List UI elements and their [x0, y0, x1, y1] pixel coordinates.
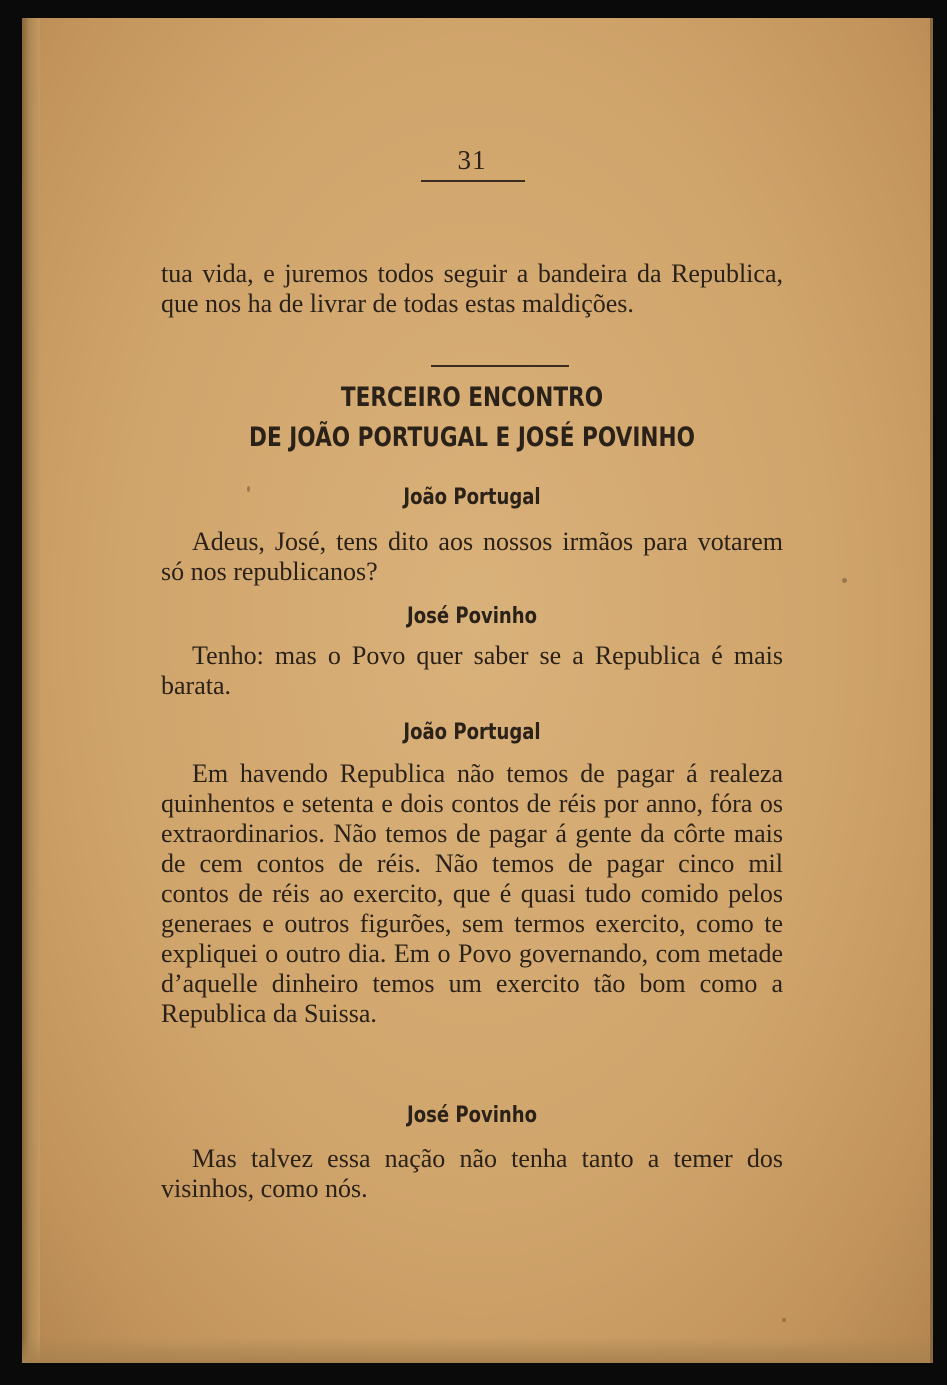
dialogue-paragraph: Tenho: mas o Povo quer saber se a Republica é mais barata. [161, 641, 783, 700]
section-heading-line-2: DE JOÃO PORTUGAL E JOSÉ POVINHO [249, 422, 695, 453]
page-gutter [22, 18, 40, 1363]
dialogue-paragraph: Adeus, José, tens dito aos nossos irmãos para votarem só nos republicanos? [161, 527, 783, 586]
dialogue-paragraph: Em havendo Republica não temos de pagar á realeza quinhentos e setenta e dois contos de réis por anno, fóra os extraordinarios. Não temos de pagar á gente da côrte mais de cem contos de réis. Não temos de pagar cinco mil contos de réis ao exercito, que é quasi tudo comido pelos generaes e outros figurões, sem termos exercito, como te expliquei o outro dia. Em o Povo governando, com metade d’aquelle dinheiro temos um exercito tão bom como a Republica da Suissa. [161, 759, 783, 1028]
intro-paragraph: tua vida, e juremos todos seguir a bandeira da Republica, que nos ha de livrar de todas estas maldições. [161, 259, 783, 318]
paper-speck [842, 578, 847, 583]
speaker-name: João Portugal [403, 720, 541, 745]
speaker-name: João Portugal [403, 485, 541, 510]
dialogue-paragraph: Mas talvez essa nação não tenha tanto a temer dos visinhos, como nós. [161, 1144, 783, 1203]
page-number: 31 [457, 145, 487, 175]
section-heading-line-1: TERCEIRO ENCONTRO [340, 382, 604, 413]
section-divider [431, 365, 569, 367]
paper-speck [782, 1318, 786, 1322]
book-page [22, 18, 933, 1363]
page-number-underline [421, 180, 525, 182]
speaker-name: José Povinho [406, 1103, 537, 1128]
page-bottom-edge [22, 1337, 930, 1363]
speaker-name: José Povinho [406, 604, 537, 629]
